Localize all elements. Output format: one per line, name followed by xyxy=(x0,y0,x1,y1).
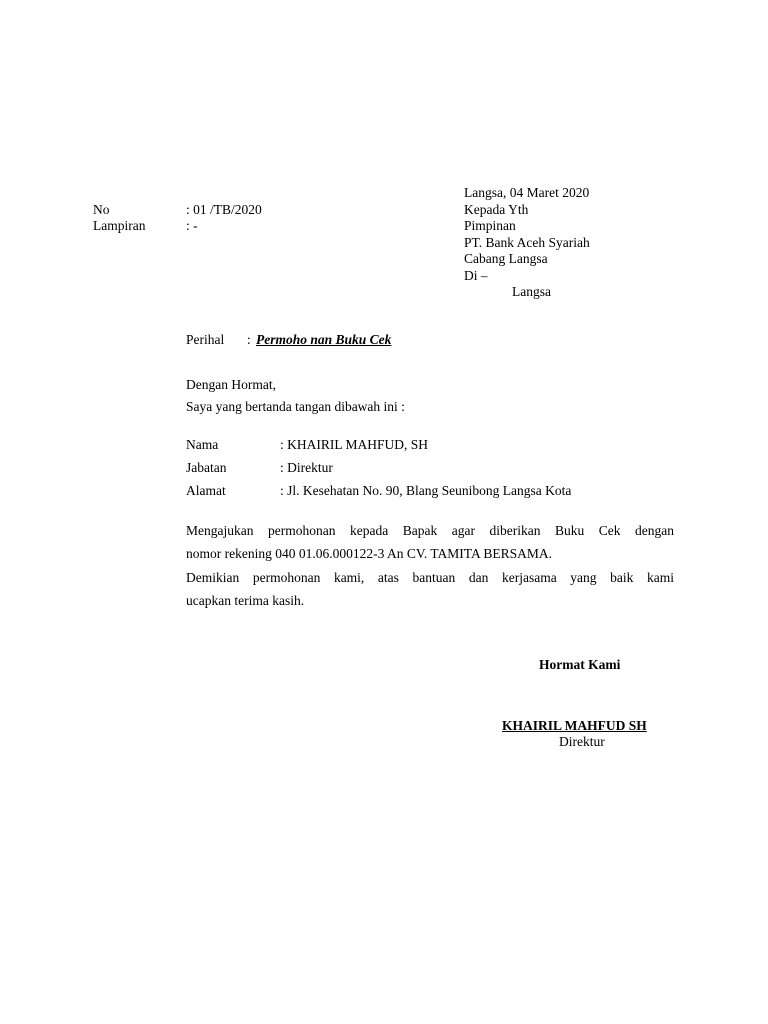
closing-paragraph-line: Demikian permohonan kami, atas bantuan dan kerjasama yang baik kami xyxy=(186,570,674,585)
recipient-salutation: Kepada Yth xyxy=(464,202,529,217)
recipient-city: Langsa xyxy=(512,284,551,299)
closing-paragraph xyxy=(186,566,674,612)
signer-title: Direktur xyxy=(559,734,605,749)
position-value: : Direktur xyxy=(280,460,333,475)
closing-salutation: Hormat Kami xyxy=(539,657,621,672)
address-label: Alamat xyxy=(186,483,226,498)
letter-date: Langsa, 04 Maret 2020 xyxy=(464,185,590,200)
signer-name: KHAIRIL MAHFUD SH xyxy=(502,718,647,733)
attachment-label: Lampiran xyxy=(93,218,146,233)
intro-sentence: Saya yang bertanda tangan dibawah ini : xyxy=(186,399,405,414)
address-value: : Jl. Kesehatan No. 90, Blang Seunibong Langsa Kota xyxy=(280,483,572,498)
attachment-value: : - xyxy=(186,218,198,233)
request-paragraph xyxy=(186,519,674,565)
name-label: Nama xyxy=(186,437,219,452)
recipient-branch: Cabang Langsa xyxy=(464,251,548,266)
number-label: No xyxy=(93,202,110,217)
recipient-bank: PT. Bank Aceh Syariah xyxy=(464,235,590,250)
subject-colon: : xyxy=(247,332,251,347)
recipient-title: Pimpinan xyxy=(464,218,516,233)
subject-value: Permoho nan Buku Cek xyxy=(256,332,392,347)
position-label: Jabatan xyxy=(186,460,227,475)
greeting: Dengan Hormat, xyxy=(186,377,276,392)
number-value: : 01 /TB/2020 xyxy=(186,202,262,217)
closing-paragraph-line: ucapkan terima kasih. xyxy=(186,593,305,608)
name-value: : KHAIRIL MAHFUD, SH xyxy=(280,437,429,452)
subject-label: Perihal xyxy=(186,332,225,347)
request-paragraph-line: nomor rekening 040 01.06.000122-3 An CV. TAMITA BERSAMA. xyxy=(186,546,552,561)
recipient-location-prefix: Di – xyxy=(464,268,488,283)
request-paragraph-line: Mengajukan permohonan kepada Bapak agar diberikan Buku Cek dengan xyxy=(186,523,674,538)
